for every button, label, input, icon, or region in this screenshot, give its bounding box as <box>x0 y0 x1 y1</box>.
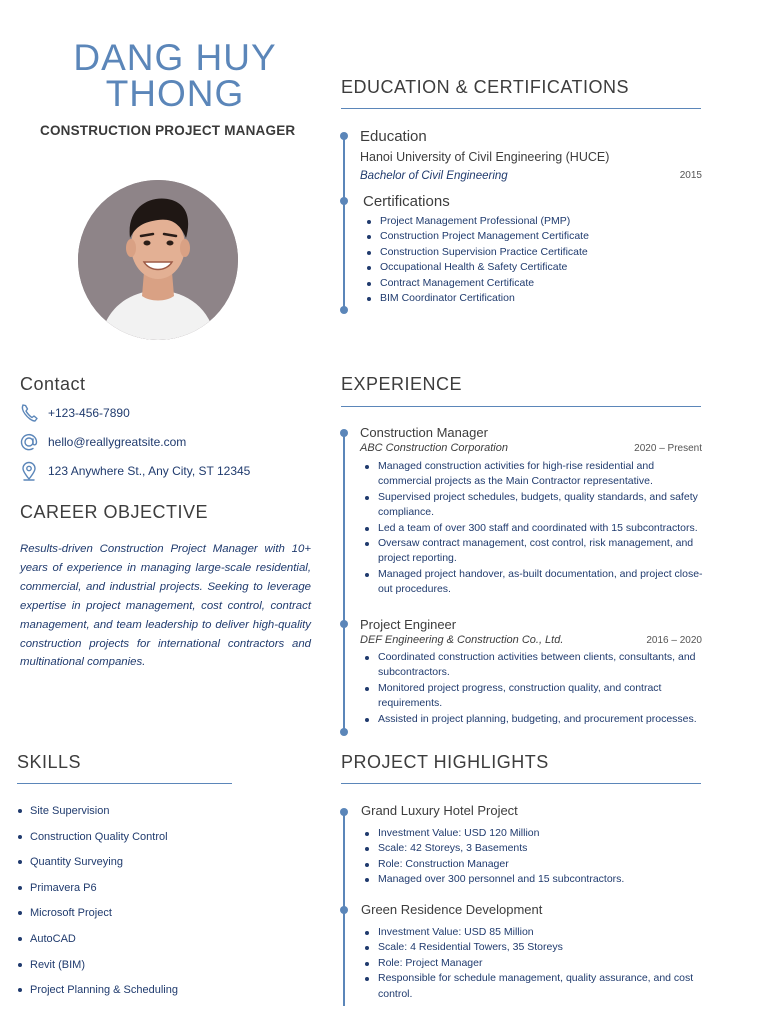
list-item: Oversaw contract management, cost control, risk management, and project reporting. <box>361 536 703 567</box>
skills-divider <box>17 783 232 784</box>
timeline-dot <box>340 620 348 628</box>
list-item: Primavera P6 <box>18 881 238 907</box>
project-bullets <box>361 925 703 1002</box>
list-item: Site Supervision <box>18 804 238 830</box>
education-label: Education <box>360 128 427 145</box>
list-item: Investment Value: USD 85 Million <box>361 925 703 940</box>
job-role: Construction Manager <box>360 425 488 440</box>
list-item: Managed over 300 personnel and 15 subcontractors. <box>361 872 703 887</box>
list-item: Project Management Professional (PMP) <box>363 214 693 229</box>
job-company: DEF Engineering & Construction Co., Ltd. <box>360 634 564 646</box>
list-item: Monitored project progress, construction quality, and contract requirements. <box>361 681 703 712</box>
timeline-dot <box>340 429 348 437</box>
school-name: Hanoi University of Civil Engineering (HUCE) <box>360 150 610 164</box>
degree: Bachelor of Civil Engineering <box>360 170 508 182</box>
timeline-dot <box>340 197 348 205</box>
list-item: Role: Construction Manager <box>361 857 703 872</box>
list-item: Construction Project Management Certificate <box>363 229 693 244</box>
list-item: Led a team of over 300 staff and coordinated with 15 subcontractors. <box>361 521 703 536</box>
project-name: Grand Luxury Hotel Project <box>361 803 518 818</box>
list-item: Managed construction activities for high-rise residential and commercial projects as the Main Contractor representative. <box>361 459 703 490</box>
list-item: Revit (BIM) <box>18 958 238 984</box>
list-item: Microsoft Project <box>18 906 238 932</box>
experience-heading: EXPERIENCE <box>341 374 463 394</box>
list-item: Coordinated construction activities between clients, consultants, and subcontractors. <box>361 650 703 681</box>
list-item: Scale: 42 Storeys, 3 Basements <box>361 841 703 856</box>
list-item: Construction Supervision Practice Certificate <box>363 245 693 260</box>
graduation-year: 2015 <box>679 170 702 181</box>
timeline-dot <box>340 728 348 736</box>
job-bullets <box>361 459 703 598</box>
education-divider <box>341 108 701 109</box>
timeline-dot <box>340 906 348 914</box>
highlights-heading: PROJECT HIGHLIGHTS <box>341 752 549 772</box>
name-first: DANG HUY <box>73 37 277 78</box>
list-item: Contract Management Certificate <box>363 276 693 291</box>
project-name: Green Residence Development <box>361 902 543 917</box>
list-item: Investment Value: USD 120 Million <box>361 826 703 841</box>
job-dates: 2016 – 2020 <box>646 635 702 646</box>
list-item: Supervised project schedules, budgets, quality standards, and safety compliance. <box>361 490 703 521</box>
contact-email[interactable] <box>18 431 186 453</box>
list-item: Managed project handover, as-built documentation, and project close-out procedures. <box>361 567 703 598</box>
timeline-dot <box>340 808 348 816</box>
location-icon <box>18 460 40 482</box>
contact-heading: Contact <box>20 374 86 394</box>
person-portrait-icon <box>78 180 238 340</box>
certifications-list <box>363 214 693 306</box>
list-item: Occupational Health & Safety Certificate <box>363 260 693 275</box>
project-bullets <box>361 826 703 888</box>
highlights-divider <box>341 783 701 784</box>
list-item: Role: Project Manager <box>361 956 703 971</box>
list-item: Responsible for schedule management, quality assurance, and cost control. <box>361 971 703 1002</box>
job-role: Project Engineer <box>360 617 457 632</box>
email-icon <box>18 431 40 453</box>
education-heading: EDUCATION & CERTIFICATIONS <box>341 77 630 97</box>
street-address: 123 Anywhere St., Any City, ST 12345 <box>48 464 251 478</box>
timeline-dot <box>340 306 348 314</box>
email-address: hello@reallygreatsite.com <box>48 435 187 449</box>
list-item: Project Planning & Scheduling <box>18 983 238 1009</box>
profile-photo <box>78 180 238 340</box>
skills-heading: SKILLS <box>17 752 82 772</box>
list-item: Construction Quality Control <box>18 830 238 856</box>
list-item: Quantity Surveying <box>18 855 238 881</box>
job-dates: 2020 – Present <box>634 443 702 454</box>
list-item: AutoCAD <box>18 932 238 958</box>
phone-icon <box>18 402 40 424</box>
contact-address[interactable] <box>18 460 250 482</box>
experience-divider <box>341 406 701 407</box>
education-timeline <box>343 136 345 310</box>
name-last: THONG <box>105 73 245 114</box>
job-company: ABC Construction Corporation <box>360 442 508 454</box>
job-bullets <box>361 650 703 727</box>
certifications-label: Certifications <box>363 193 450 210</box>
timeline-dot <box>340 132 348 140</box>
contact-phone[interactable] <box>18 402 130 424</box>
experience-timeline <box>343 432 345 732</box>
list-item: Assisted in project planning, budgeting, and procurement processes. <box>361 712 703 727</box>
skills-list <box>18 804 238 1009</box>
list-item: BIM Coordinator Certification <box>363 291 693 306</box>
objective-text: Results-driven Construction Project Manager with 10+ years of experience in managing large-scale residential, commercial, and industrial projects. Seeking to leverage expertise in project management, cost control, contract management, and team leadership to deliver high-quality construction projects for international contractors and multinational companies. <box>20 543 311 669</box>
objective-heading: CAREER OBJECTIVE <box>20 502 209 522</box>
job-title: CONSTRUCTION PROJECT MANAGER <box>40 123 296 138</box>
list-item: Scale: 4 Residential Towers, 35 Storeys <box>361 940 703 955</box>
phone-number: +123-456-7890 <box>48 406 130 420</box>
